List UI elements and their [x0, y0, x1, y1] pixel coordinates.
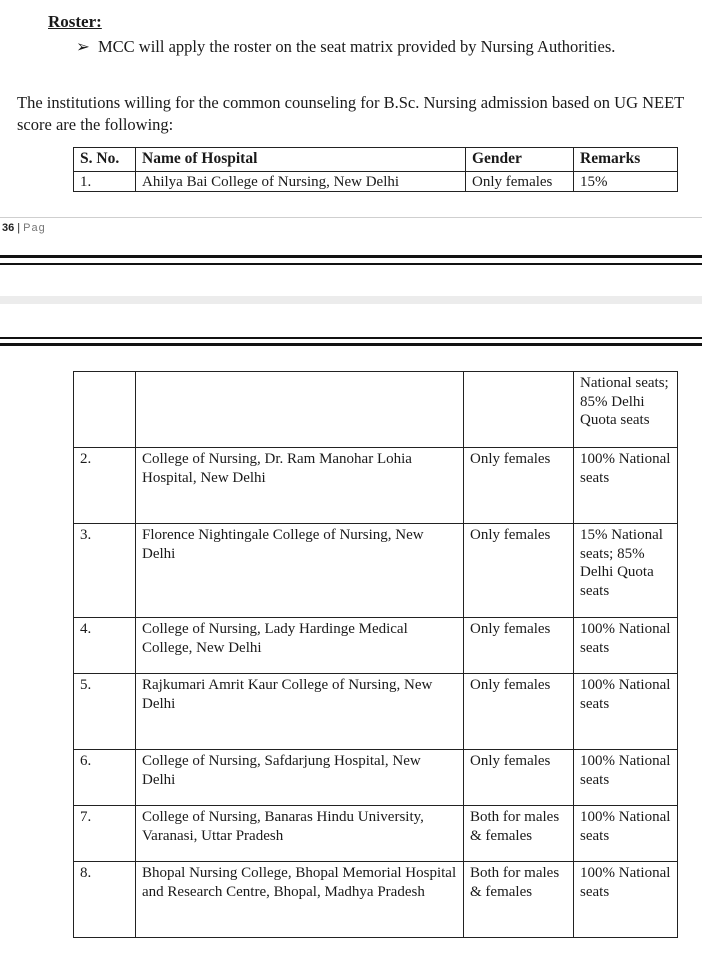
page-break-line-bottom: [0, 263, 702, 265]
cell-gender: Only females: [464, 750, 574, 806]
cell-gender: Both for males & females: [464, 862, 574, 938]
cell-remarks: 100% National seats: [574, 806, 678, 862]
cell-sno: 3.: [74, 524, 136, 618]
page-number: 36: [2, 222, 15, 234]
cell-gender: Only females: [466, 171, 574, 192]
roster-bullet: [76, 35, 636, 58]
cell-sno: 7.: [74, 806, 136, 862]
table-row: [74, 750, 678, 806]
cell-name: College of Nursing, Dr. Ram Manohar Lohia Hospital, New Delhi: [136, 448, 464, 524]
bullet-arrow-icon: ➢: [76, 37, 90, 56]
institutions-table-page-1: [73, 147, 678, 192]
roster-bullet-text: MCC will apply the roster on the seat matrix provided by Nursing Authorities.: [98, 37, 616, 56]
cell-gender: Only females: [464, 618, 574, 674]
page-header-line-bottom: [0, 343, 702, 346]
cell-gender: Both for males & females: [464, 806, 574, 862]
page-label: Pag: [23, 222, 46, 234]
table-row: [74, 448, 678, 524]
cell-remarks: 100% National seats: [574, 750, 678, 806]
cell-sno: 8.: [74, 862, 136, 938]
table-row: [74, 524, 678, 618]
cell-name: Rajkumari Amrit Kaur College of Nursing, New Delhi: [136, 674, 464, 750]
page-footer: [2, 222, 46, 234]
cell-name: Bhopal Nursing College, Bhopal Memorial Hospital and Research Centre, Bhopal, Madhya Pradesh: [136, 862, 464, 938]
page-header-line-top: [0, 337, 702, 339]
cell-gender: Only females: [464, 524, 574, 618]
institutions-table-page-2: [73, 371, 678, 938]
cell-name: Florence Nightingale College of Nursing, New Delhi: [136, 524, 464, 618]
cell-remarks: 15%: [574, 171, 678, 192]
header-remarks: Remarks: [574, 148, 678, 172]
cell-gender: [464, 372, 574, 448]
cell-sno: 4.: [74, 618, 136, 674]
cell-remarks: 100% National seats: [574, 862, 678, 938]
cell-sno: [74, 372, 136, 448]
table-row: [74, 372, 678, 448]
cell-name: College of Nursing, Safdarjung Hospital, New Delhi: [136, 750, 464, 806]
table-row: [74, 806, 678, 862]
header-gender: Gender: [466, 148, 574, 172]
cell-remarks: 100% National seats: [574, 448, 678, 524]
cell-remarks: 100% National seats: [574, 618, 678, 674]
table-row: [74, 674, 678, 750]
page-bottom-rule: [0, 217, 702, 218]
cell-remarks: National seats; 85% Delhi Quota seats: [574, 372, 678, 448]
page-break-line-top: [0, 255, 702, 258]
cell-name: [136, 372, 464, 448]
cell-gender: Only females: [464, 448, 574, 524]
page-gap: [0, 296, 702, 304]
cell-name: College of Nursing, Lady Hardinge Medical College, New Delhi: [136, 618, 464, 674]
cell-sno: 5.: [74, 674, 136, 750]
cell-sno: 1.: [74, 171, 136, 192]
header-name: Name of Hospital: [136, 148, 466, 172]
cell-gender: Only females: [464, 674, 574, 750]
table-row: [74, 618, 678, 674]
page-footer-separator: |: [17, 222, 21, 234]
cell-name: Ahilya Bai College of Nursing, New Delhi: [136, 171, 466, 192]
roster-heading: Roster:: [48, 12, 102, 31]
table-row: [74, 171, 678, 192]
cell-sno: 2.: [74, 448, 136, 524]
cell-name: College of Nursing, Banaras Hindu University, Varanasi, Uttar Pradesh: [136, 806, 464, 862]
header-sno: S. No.: [74, 148, 136, 172]
intro-paragraph: The institutions willing for the common counseling for B.Sc. Nursing admission based on UG NEET score are the following:: [17, 93, 684, 134]
cell-sno: 6.: [74, 750, 136, 806]
table-row: [74, 862, 678, 938]
cell-remarks: 15% National seats; 85% Delhi Quota seats: [574, 524, 678, 618]
cell-remarks: 100% National seats: [574, 674, 678, 750]
table-header-row: [74, 148, 678, 172]
